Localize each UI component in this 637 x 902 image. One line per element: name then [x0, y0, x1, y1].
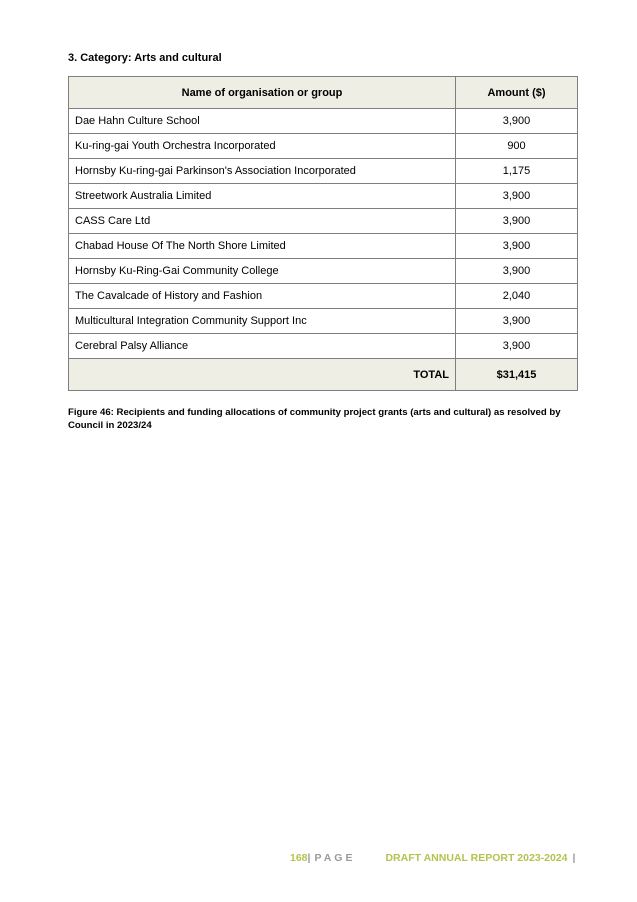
table-row	[69, 309, 578, 334]
total-label: TOTAL	[69, 359, 456, 391]
report-title: DRAFT ANNUAL REPORT 2023-2024	[385, 852, 568, 864]
organisation-name: Multicultural Integration Community Support Inc	[69, 309, 456, 334]
table-row	[69, 109, 578, 134]
grant-amount: 3,900	[456, 309, 578, 334]
table-row	[69, 184, 578, 209]
page-number: 168	[290, 852, 308, 864]
organisation-name: CASS Care Ltd	[69, 209, 456, 234]
organisation-name: Chabad House Of The North Shore Limited	[69, 234, 456, 259]
grant-amount: 2,040	[456, 284, 578, 309]
total-row	[69, 359, 578, 391]
table-row	[69, 159, 578, 184]
page-footer	[290, 852, 575, 864]
grant-amount: 3,900	[456, 184, 578, 209]
grant-amount: 900	[456, 134, 578, 159]
organisation-name: Dae Hahn Culture School	[69, 109, 456, 134]
organisation-name: Streetwork Australia Limited	[69, 184, 456, 209]
grants-table	[68, 76, 578, 391]
column-header-amount: Amount ($)	[456, 77, 578, 109]
footer-separator: |	[307, 852, 311, 864]
table-row	[69, 284, 578, 309]
footer-end-bar: |	[572, 852, 576, 864]
page-label: PAGE	[314, 852, 356, 864]
table-header-row	[69, 77, 578, 109]
organisation-name: Ku-ring-gai Youth Orchestra Incorporated	[69, 134, 456, 159]
grant-amount: 3,900	[456, 109, 578, 134]
table-row	[69, 234, 578, 259]
grant-amount: 3,900	[456, 259, 578, 284]
section-heading: 3. Category: Arts and cultural	[68, 52, 222, 64]
grant-amount: 3,900	[456, 234, 578, 259]
table-row	[69, 134, 578, 159]
table-row	[69, 259, 578, 284]
table-row	[69, 334, 578, 359]
grant-amount: 1,175	[456, 159, 578, 184]
organisation-name: The Cavalcade of History and Fashion	[69, 284, 456, 309]
organisation-name: Hornsby Ku-ring-gai Parkinson's Association Incorporated	[69, 159, 456, 184]
organisation-name: Hornsby Ku-Ring-Gai Community College	[69, 259, 456, 284]
column-header-name: Name of organisation or group	[69, 77, 456, 109]
grant-amount: 3,900	[456, 334, 578, 359]
total-amount: $31,415	[456, 359, 578, 391]
grant-amount: 3,900	[456, 209, 578, 234]
organisation-name: Cerebral Palsy Alliance	[69, 334, 456, 359]
figure-caption: Figure 46: Recipients and funding allocations of community project grants (arts and cultural) as resolved by Council in 2023/24	[68, 407, 561, 431]
table-row	[69, 209, 578, 234]
